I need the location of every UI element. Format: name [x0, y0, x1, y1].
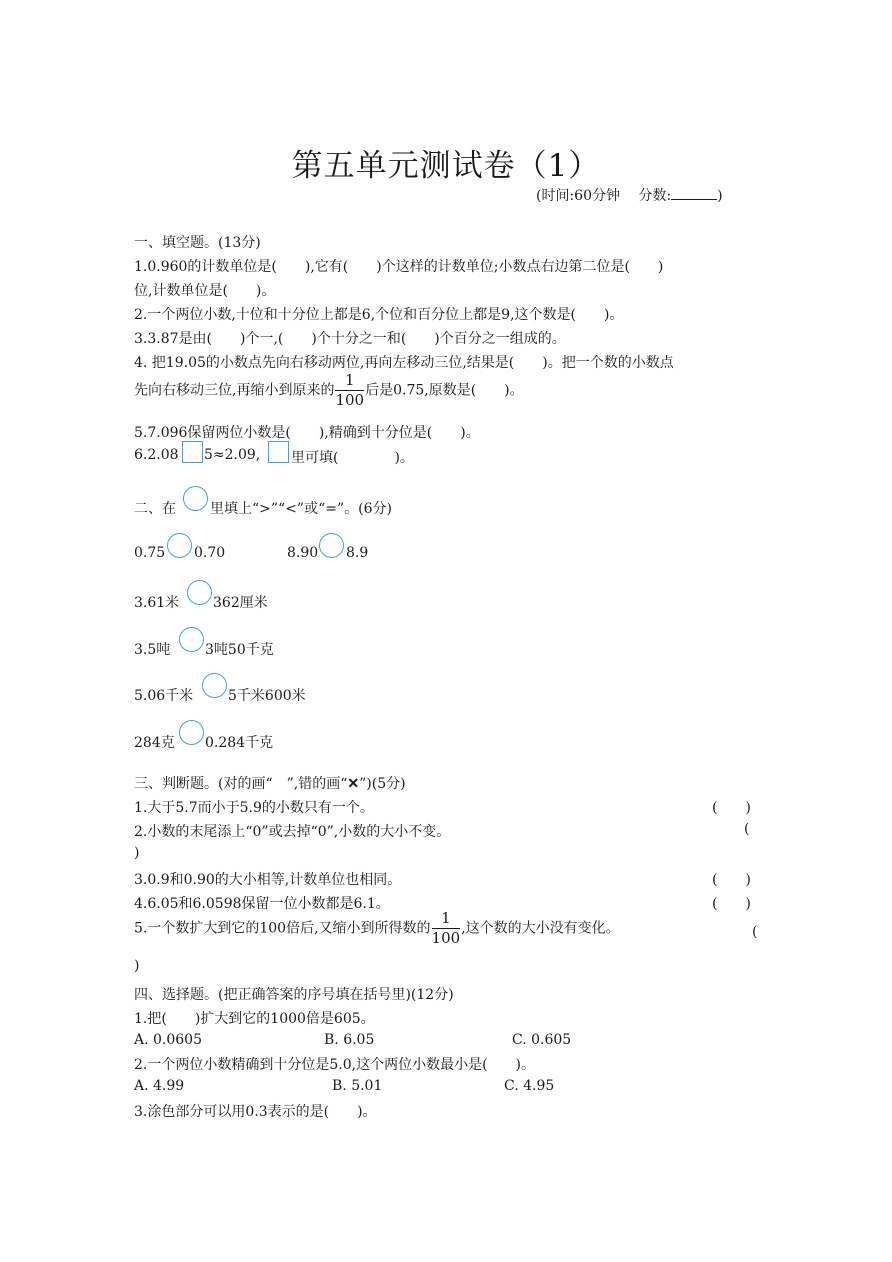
- s2-r3-left: 3.5吨: [134, 642, 171, 658]
- fraction-numerator-2: 1: [432, 911, 461, 929]
- cross-icon: ✕: [347, 776, 360, 792]
- section3-heading-a: 三、判断题。(对的画“ ”,错的画“: [134, 776, 348, 792]
- s1-q4-text-post: 后是0.75,原数是( )。: [365, 382, 524, 399]
- s3-q1-answer[interactable]: ( ): [712, 800, 751, 816]
- s1-q4-line1: 4. 把19.05的小数点先向右移动两位,再向左移动三位,结果是( )。把一个数的小数点: [134, 355, 674, 371]
- s4-q2-option-c[interactable]: C. 4.95: [504, 1078, 555, 1094]
- s1-q6-c: 里可填( )。: [291, 450, 414, 466]
- s3-q4: 4.6.05和6.0598保留一位小数都是6.1。: [134, 896, 390, 912]
- fraction-one-hundredth-2: [432, 911, 461, 946]
- s3-q3-answer[interactable]: ( ): [712, 872, 751, 888]
- fraction-denominator: 100: [335, 391, 365, 409]
- s4-q2-option-b[interactable]: B. 5.01: [332, 1078, 383, 1094]
- s1-q5: 5.7.096保留两位小数是( ),精确到十分位是( )。: [134, 425, 480, 441]
- s3-q1: 1.大于5.7而小于5.9的小数只有一个。: [134, 800, 374, 816]
- compare-circle-6[interactable]: [179, 720, 204, 745]
- section3-heading: [134, 773, 406, 793]
- s4-q1: 1.把( )扩大到它的1000倍是605。: [134, 1011, 375, 1027]
- compare-circle-5[interactable]: [202, 673, 227, 698]
- s3-q2-answer-open[interactable]: (: [744, 821, 750, 837]
- s1-q4-text-pre: 先向右移动三位,再缩小到原来的: [134, 382, 335, 399]
- fraction-one-hundredth: [335, 373, 364, 408]
- s4-q2-option-a[interactable]: A. 4.99: [134, 1078, 185, 1094]
- score-blank[interactable]: [671, 187, 717, 200]
- s4-q2: 2.一个两位小数精确到十分位是5.0,这个两位小数最小是( )。: [134, 1057, 535, 1073]
- s2-r2-left: 3.61米: [134, 595, 180, 611]
- s1-q2: 2.一个两位小数,十位和十分位上都是6,个位和百分位上都是9,这个数是( )。: [134, 307, 624, 323]
- compare-circle-4[interactable]: [179, 627, 204, 652]
- circle-reference-icon: [183, 486, 208, 511]
- section2-heading-b: 里填上“>”“<”或“=”。(6分): [210, 501, 392, 517]
- s3-q2: 2.小数的末尾添上“0”或去掉“0”,小数的大小不变。: [134, 824, 451, 840]
- s3-q5-answer-close: ): [134, 958, 140, 974]
- compare-circle-3[interactable]: [187, 580, 212, 605]
- s4-q1-option-c[interactable]: C. 0.605: [512, 1032, 572, 1048]
- s1-q6-b: 5≈2.09,: [204, 447, 261, 463]
- s2-r2-right: 362厘米: [213, 595, 268, 611]
- s3-q5-text-post: ,这个数的大小没有变化。: [461, 920, 620, 937]
- fraction-numerator: 1: [335, 373, 364, 391]
- s2-r1b-right: 8.9: [346, 545, 369, 561]
- exam-info-prefix: (时间:60分钟 分数:: [536, 188, 672, 204]
- s3-q5-text-pre: 5.一个数扩大到它的100倍后,又缩小到所得数的: [134, 920, 431, 937]
- s2-r1-left: 0.75: [134, 545, 166, 561]
- s3-q2-answer-close: ): [134, 845, 140, 861]
- exam-info: [536, 185, 723, 205]
- s1-q4-line2: [134, 373, 524, 408]
- section4-heading: 四、选择题。(把正确答案的序号填在括号里)(12分): [134, 987, 454, 1003]
- s2-r4-left: 5.06千米: [134, 688, 194, 704]
- section2-heading-a: 二、在: [134, 501, 176, 517]
- section1-heading: 一、填空题。(13分): [134, 235, 261, 251]
- page-title: 第五单元测试卷（1）: [291, 148, 601, 184]
- s2-r4-right: 5千米600米: [228, 688, 306, 704]
- s2-r1-right: 0.70: [194, 545, 226, 561]
- s1-q1-line1: 1.0.960的计数单位是( ),它有( )个这样的计数单位;小数点右边第二位是( ): [134, 259, 664, 275]
- exam-info-suffix: ): [717, 188, 723, 204]
- answer-box-square-reference: [268, 441, 289, 463]
- s1-q1-line2: 位,计数单位是( )。: [134, 283, 276, 299]
- s3-q5-answer-open[interactable]: (: [752, 924, 758, 940]
- s1-q3: 3.3.87是由( )个一,( )个十分之一和( )个百分之一组成的。: [134, 331, 566, 347]
- s2-r1b-left: 8.90: [287, 545, 319, 561]
- fraction-denominator-2: 100: [431, 929, 461, 947]
- s3-q4-answer[interactable]: ( ): [712, 896, 751, 912]
- s4-q1-option-b[interactable]: B. 6.05: [324, 1032, 375, 1048]
- s3-q5: [134, 911, 620, 946]
- section3-heading-b: ”)(5分): [359, 776, 406, 792]
- answer-box-square[interactable]: [182, 441, 203, 463]
- s1-q6-a: 6.2.08: [134, 447, 179, 463]
- s2-r3-right: 3吨50千克: [205, 642, 274, 658]
- s3-q3: 3.0.9和0.90的大小相等,计数单位也相同。: [134, 872, 402, 888]
- compare-circle-2[interactable]: [319, 533, 344, 558]
- s2-r5-left: 284克: [134, 735, 175, 751]
- compare-circle-1[interactable]: [167, 533, 192, 558]
- s4-q1-option-a[interactable]: A. 0.0605: [134, 1032, 202, 1048]
- s4-q3: 3.涂色部分可以用0.3表示的是( )。: [134, 1104, 377, 1120]
- s2-r5-right: 0.284千克: [205, 735, 274, 751]
